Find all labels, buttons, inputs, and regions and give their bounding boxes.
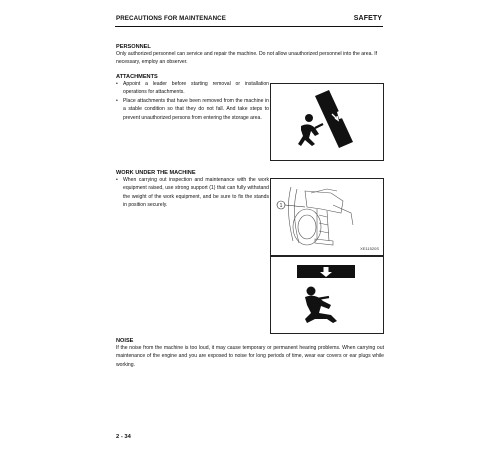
section-title: PRECAUTIONS FOR MAINTENANCE <box>116 15 226 22</box>
falling-attachment-figure <box>270 83 384 161</box>
work-under-heading: WORK UNDER THE MACHINE <box>116 170 196 176</box>
callout-number: 1 <box>279 203 283 209</box>
chapter-title: SAFETY <box>353 15 382 22</box>
work-under-list <box>116 176 269 210</box>
attachments-list <box>116 80 269 122</box>
page-number: 2 - 34 <box>116 434 131 440</box>
crush-hazard-figure <box>270 256 384 334</box>
attachments-bullet: • Appoint a leader before starting removal or installation operations for attachments. <box>116 80 269 97</box>
personnel-heading: PERSONNEL <box>116 44 151 50</box>
support-stand-drawing <box>271 179 383 255</box>
crush-hazard-icon <box>271 257 383 333</box>
work-under-bullet: • When carrying out inspection and maintenance with the work equipment raised, use strong support (1) that can fully withstand the weight of the work equipment, and be sure to fix the stands in position securely. <box>116 176 269 210</box>
personnel-text: Only authorized personnel can service and repair the machine. Do not allow unauthorized personnel into the area. If necessary, employ an observer. <box>116 51 378 66</box>
header-rule <box>115 26 383 27</box>
falling-object-warning-icon <box>271 84 383 160</box>
attachments-heading: ATTACHMENTS <box>116 74 158 80</box>
noise-text: If the noise from the machine is too loud, it may cause temporary or permanent hearing problems. When carrying out maintenance of the engine and you are exposed to noise for long periods of time, wear ear covers or ear plugs while working. <box>116 345 384 368</box>
noise-heading: NOISE <box>116 338 134 344</box>
figure-code: XE11520S <box>360 246 379 251</box>
support-stand-figure <box>270 178 384 256</box>
attachments-bullet: • Place attachments that have been removed from the machine in a stable condition so that they do not fall. And take steps to prevent unauthorized persons from entering the storage area. <box>116 97 269 122</box>
